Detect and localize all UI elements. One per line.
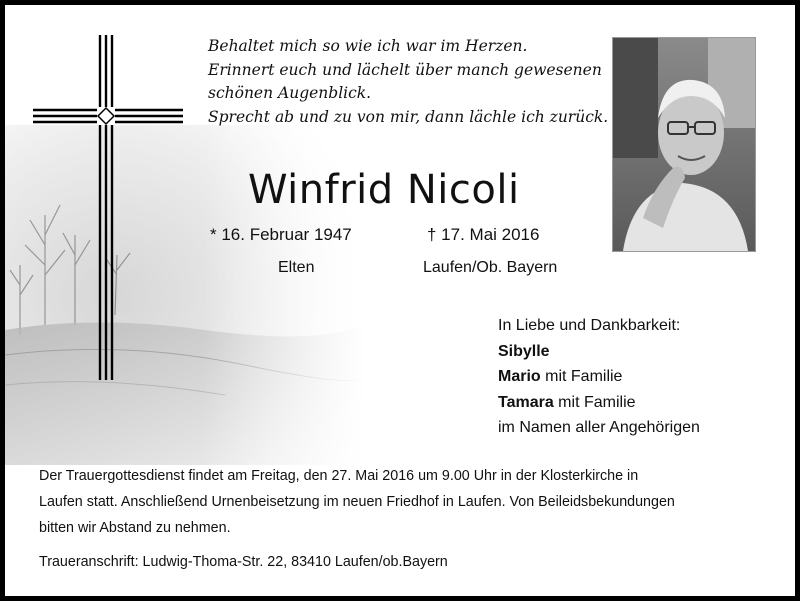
service-info — [39, 463, 774, 541]
poem — [208, 35, 609, 129]
portrait-image — [613, 38, 755, 251]
mourner-name: Mario — [498, 368, 541, 385]
service-line: bitten wir Abstand zu nehmen. — [39, 520, 231, 536]
service-line: Laufen statt. Anschließend Urnenbeisetzung im neuen Friedhof in Laufen. Von Beileidsbekundungen — [39, 494, 675, 510]
mourner-name: Tamara — [498, 393, 554, 411]
birth-date: * 16. Februar 1947 — [210, 225, 352, 244]
mourner-entry — [498, 364, 700, 390]
poem-line: Behaltet mich so wie ich war im Herzen. — [208, 37, 528, 55]
mourner-entry — [498, 390, 700, 416]
deceased-name: Winfrid Nicoli — [248, 167, 520, 213]
portrait-photo — [612, 37, 756, 252]
birth-place: Elten — [278, 259, 315, 276]
mourning-address: Traueranschrift: Ludwig-Thoma-Str. 22, 83410 Laufen/ob.Bayern — [39, 554, 448, 570]
mourner-name: Sibylle — [498, 342, 550, 360]
cross-icon — [33, 35, 183, 390]
service-line: Der Trauergottesdienst findet am Freitag, den 27. Mai 2016 um 9.00 Uhr in der Klosterkirche in — [39, 468, 639, 484]
mourners-intro: In Liebe und Dankbarkeit: — [498, 317, 681, 334]
mourners-block — [498, 313, 700, 441]
poem-line: Sprecht ab und zu von mir, dann lächle ich zurück. — [208, 107, 609, 126]
poem-line: schönen Augenblick. — [208, 84, 372, 102]
mourner-entry — [498, 339, 700, 365]
poem-line: Erinnert euch und lächelt über manch gewesenen — [208, 60, 602, 79]
mourners-closing: im Namen aller Angehörigen — [498, 419, 700, 436]
mourner-suffix: mit Familie — [553, 393, 636, 411]
death-date: † 17. Mai 2016 — [427, 225, 540, 244]
death-place: Laufen/Ob. Bayern — [423, 259, 558, 276]
mourner-suffix: mit Familie — [540, 368, 623, 385]
